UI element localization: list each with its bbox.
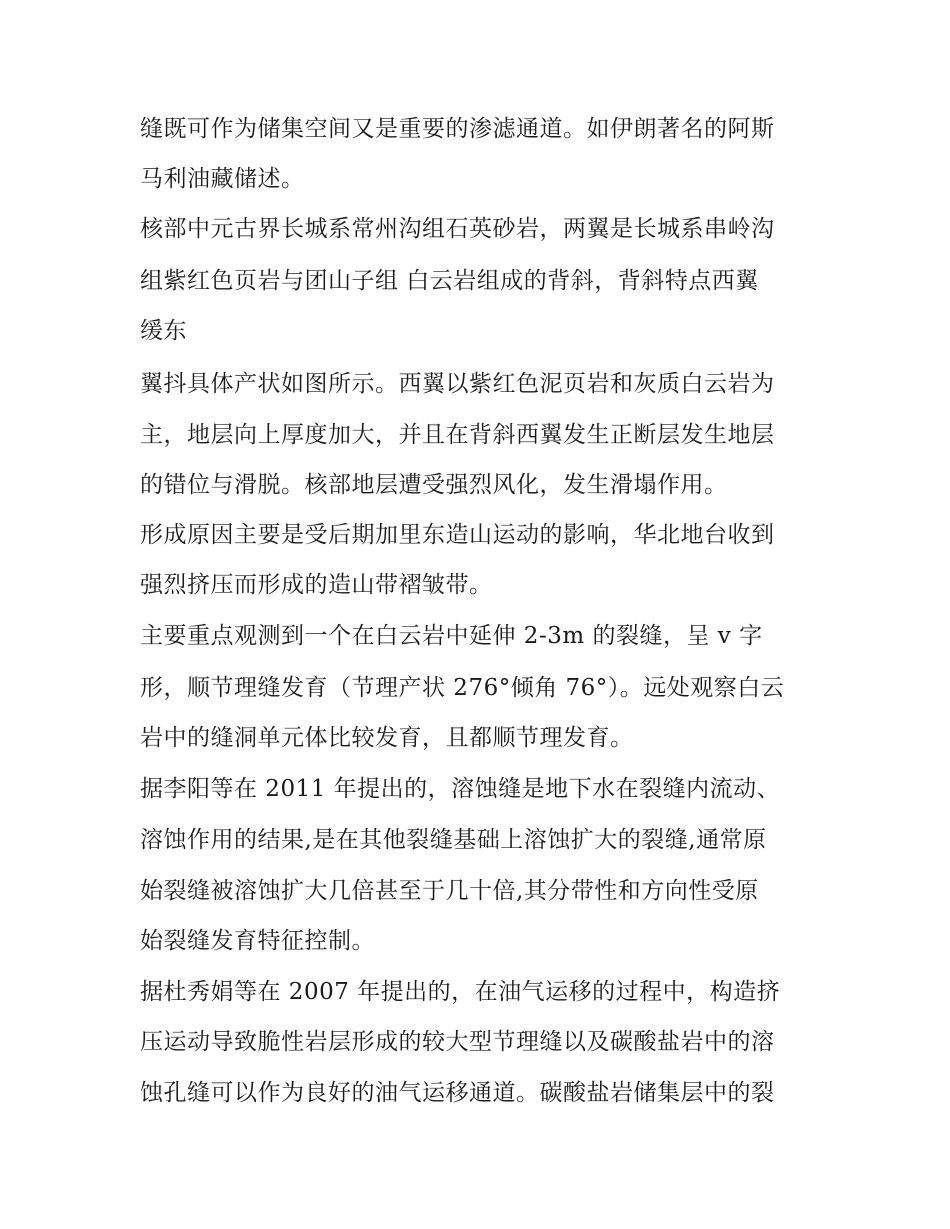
text-line: 始裂缝发育特征控制。 bbox=[140, 928, 375, 954]
text-line: 的错位与滑脱。核部地层遭受强烈风化，发生滑塌作用。 bbox=[140, 472, 728, 498]
text-line: 主，地层向上厚度加大，并且在背斜西翼发生正断层发生地层 bbox=[140, 422, 775, 448]
text-line: 缝既可作为储集空间又是重要的渗滤通道。如伊朗著名的阿斯 bbox=[140, 116, 775, 142]
text-line: 始裂缝被溶蚀扩大几倍甚至于几十倍,其分带性和方向性受原 bbox=[140, 878, 759, 904]
text-line: 岩中的缝洞单元体比较发育，且都顺节理发育。 bbox=[140, 725, 634, 751]
text-line: 形成原因主要是受后期加里东造山运动的影响，华北地台收到 bbox=[140, 522, 775, 548]
text-line: 组紫红色页岩与团山子组 白云岩组成的背斜，背斜特点西翼 bbox=[140, 268, 759, 294]
text-line: 翼抖具体产状如图所示。西翼以紫红色泥页岩和灰质白云岩为 bbox=[140, 371, 775, 397]
text-line: 蚀孔缝可以作为良好的油气运移通道。碳酸盐岩储集层中的裂 bbox=[140, 1080, 775, 1106]
text-line: 溶蚀作用的结果,是在其他裂缝基础上溶蚀扩大的裂缝,通常原 bbox=[140, 827, 767, 853]
text-line: 据杜秀娟等在 2007 年提出的，在油气运移的过程中，构造挤 bbox=[140, 979, 781, 1005]
text-line: 形，顺节理缝发育（节理产状 276°倾角 76°）。远处观察白云 bbox=[140, 675, 785, 701]
text-line: 主要重点观测到一个在白云岩中延伸 2-3m 的裂缝，呈 v 字 bbox=[140, 623, 763, 649]
text-line: 马利油藏储述。 bbox=[140, 166, 305, 192]
text-line: 据李阳等在 2011 年提出的，溶蚀缝是地下水在裂缝内流动、 bbox=[140, 776, 781, 802]
text-line: 核部中元古界长城系常州沟组石英砂岩，两翼是长城系串岭沟 bbox=[140, 216, 775, 242]
text-line: 压运动导致脆性岩层形成的较大型节理缝以及碳酸盐岩中的溶 bbox=[140, 1029, 775, 1055]
text-line: 强烈挤压而形成的造山带褶皱带。 bbox=[140, 572, 493, 598]
text-line: 缓东 bbox=[140, 318, 187, 344]
